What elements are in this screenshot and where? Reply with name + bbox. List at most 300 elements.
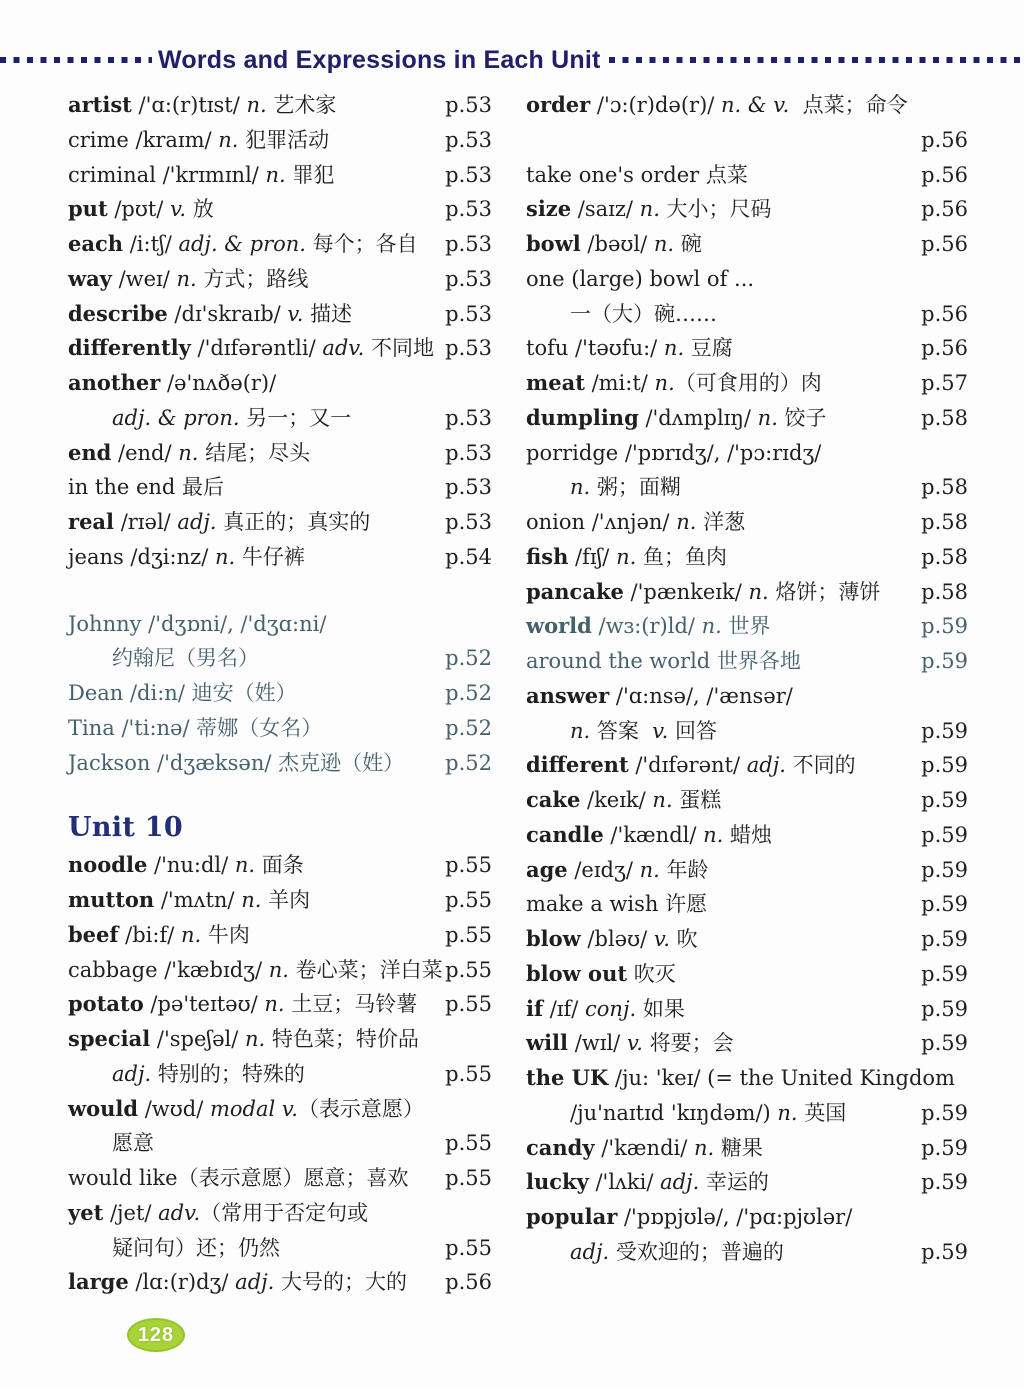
entry-text-segment: /'pænkeɪk/ xyxy=(623,579,749,604)
vocab-row xyxy=(526,88,968,123)
entry-text-segment: 答案 xyxy=(590,718,653,743)
headword: way xyxy=(68,265,112,291)
entry-text-segment: 愿意 xyxy=(112,1131,154,1156)
vocab-row xyxy=(526,192,968,227)
page-ref: p.58 xyxy=(921,510,968,534)
headword: different xyxy=(526,752,629,778)
entry-text-segment: /jet/ xyxy=(103,1200,159,1225)
vocab-row xyxy=(526,1096,968,1131)
entry-text xyxy=(526,436,821,471)
entry-text-segment: （常用于否定句或 xyxy=(200,1200,369,1225)
vocab-row xyxy=(526,853,968,888)
vocab-row xyxy=(68,987,492,1022)
entry-text xyxy=(68,711,322,746)
vocab-row xyxy=(526,331,968,366)
pos-label: n. xyxy=(241,888,262,912)
entry-text-segment: 如果 xyxy=(636,996,685,1021)
page-ref: p.59 xyxy=(921,1031,968,1056)
page-header xyxy=(0,44,1024,76)
entry-text xyxy=(526,818,772,853)
headword: real xyxy=(68,509,115,534)
entry-text-segment: around the world 世界各地 xyxy=(526,649,801,673)
entry-text-segment: /'ɑ:nsə/, /'ænsər/ xyxy=(609,683,793,708)
vocab-row xyxy=(68,746,492,781)
page-ref: p.59 xyxy=(921,822,968,847)
pos-label: n. xyxy=(654,371,675,395)
headword: describe xyxy=(68,300,168,326)
entry-text-segment: /'nu:dl/ xyxy=(147,853,235,878)
pos-label: v. xyxy=(653,927,670,951)
page-ref: p.56 xyxy=(921,127,968,152)
page-ref: p.53 xyxy=(445,93,492,117)
vocab-row xyxy=(526,262,968,297)
page-ref: p.59 xyxy=(921,1170,968,1195)
vocab-row xyxy=(526,436,968,471)
vocab-row xyxy=(526,1165,968,1200)
dotted-line-left-icon xyxy=(0,57,152,63)
entry-text xyxy=(68,227,418,262)
entry-text-segment: /bləʊ/ xyxy=(580,927,654,951)
dotted-line-right-icon xyxy=(609,57,1024,63)
page-ref: p.55 xyxy=(445,1166,492,1190)
entry-text-segment: 洋葱 xyxy=(696,510,746,534)
page-ref: p.59 xyxy=(921,1135,968,1160)
headword: candle xyxy=(526,821,604,847)
vocab-row xyxy=(526,748,968,783)
page-ref: p.56 xyxy=(921,197,968,222)
headword: fish xyxy=(526,543,569,569)
entry-text-segment: 每个；各自 xyxy=(306,232,418,256)
headword: world xyxy=(526,613,592,639)
entry-text-segment: 疑问句）还；仍然 xyxy=(112,1235,280,1260)
page-ref: p.59 xyxy=(921,1100,968,1125)
entry-text xyxy=(526,1235,784,1270)
entry-text xyxy=(68,88,336,123)
entry-text xyxy=(68,848,304,883)
vocab-row xyxy=(68,1231,492,1266)
entry-text xyxy=(68,676,297,711)
entry-text xyxy=(68,1265,407,1300)
pos-label: adv. xyxy=(158,1200,201,1225)
vocab-row xyxy=(526,1026,968,1061)
pos-label: adj. & pron. xyxy=(112,405,240,430)
entry-text xyxy=(526,297,717,332)
entry-text-segment: 世界 xyxy=(721,614,771,639)
headword: beef xyxy=(68,921,119,947)
entry-text-segment: 不同地 xyxy=(364,336,435,361)
page-ref: p.56 xyxy=(921,336,968,361)
vocab-row xyxy=(68,262,492,297)
entry-text-segment: Dean /di:n/ 迪安（姓） xyxy=(68,681,297,705)
vocab-row xyxy=(68,1161,492,1196)
headword: blow out xyxy=(526,960,628,986)
entry-text xyxy=(526,540,727,575)
headword: size xyxy=(526,196,572,222)
vocab-row xyxy=(526,470,968,505)
entry-text-segment: /dɪ'skraɪb/ xyxy=(167,301,288,326)
entry-text-segment: 牛仔裤 xyxy=(235,544,305,569)
headword: end xyxy=(68,439,112,465)
page-ref: p.59 xyxy=(921,1239,968,1264)
pos-label: n. xyxy=(246,93,267,117)
entry-text-segment: /ju: 'keɪ/ (= the United Kingdom xyxy=(608,1066,955,1090)
page-ref: p.55 xyxy=(445,1131,492,1156)
pos-label: adv. xyxy=(322,336,365,361)
vocab-row xyxy=(526,1200,968,1235)
headword: would xyxy=(68,1095,139,1121)
pos-label: adj. xyxy=(746,753,786,778)
page-ref: p.58 xyxy=(921,405,968,430)
entry-text-segment: 特别的；特殊的 xyxy=(151,1061,305,1086)
entry-text-segment: 烙饼；薄饼 xyxy=(768,579,881,604)
vocab-row xyxy=(68,676,492,711)
entry-text-segment: 鱼；鱼肉 xyxy=(636,544,727,569)
vocab-row xyxy=(526,1235,968,1270)
entry-text-segment: /'dʌmplɪŋ/ xyxy=(638,405,758,430)
pos-label: adj. xyxy=(112,1061,152,1086)
headword: blow xyxy=(526,926,581,951)
vocab-row xyxy=(68,366,492,401)
pos-label: n. xyxy=(693,1135,715,1160)
entry-text xyxy=(68,436,310,471)
vocab-row xyxy=(68,158,492,193)
page-ref: p.55 xyxy=(445,957,492,982)
page-ref: p.52 xyxy=(445,681,492,705)
entry-text-segment: 结尾；尽头 xyxy=(198,440,311,465)
entry-text xyxy=(68,262,308,297)
headword: another xyxy=(68,370,161,395)
entry-text-segment: /end/ xyxy=(111,440,179,465)
entry-text xyxy=(526,192,772,227)
pos-label: n. xyxy=(757,405,778,430)
headword: noodle xyxy=(68,852,148,878)
entry-text-segment: cabbage /'kæbɪdʒ/ xyxy=(68,957,269,982)
vocab-list xyxy=(68,88,968,1300)
entry-text-segment: 蜡烛 xyxy=(723,822,772,847)
headword: popular xyxy=(526,1204,618,1229)
entry-text-segment: 真正的；真实的 xyxy=(216,510,371,534)
headword: dumpling xyxy=(526,404,639,430)
entry-text-segment: /'ɑ:(r)tɪst/ xyxy=(131,93,247,117)
entry-text-segment: /mi:t/ xyxy=(584,371,655,395)
pos-label: conj. xyxy=(585,996,637,1021)
pos-label: adj. xyxy=(570,1239,610,1264)
headword: potato xyxy=(68,991,144,1017)
headword: large xyxy=(68,1269,129,1295)
page-ref: p.59 xyxy=(921,649,968,673)
entry-text-segment: /wɪl/ xyxy=(568,1031,627,1056)
entry-text-segment: in the end 最后 xyxy=(68,475,225,500)
vocab-row xyxy=(526,366,968,401)
vocab-row xyxy=(526,887,968,922)
page-ref: p.56 xyxy=(445,1270,492,1295)
entry-text xyxy=(526,679,793,714)
headword: order xyxy=(526,92,591,117)
page-ref: p.59 xyxy=(921,614,968,639)
pos-label: n. xyxy=(777,1100,798,1125)
headword: answer xyxy=(526,682,610,708)
entry-text-segment: 大号的；大的 xyxy=(274,1270,408,1295)
pos-label: n. xyxy=(703,822,724,847)
pos-label: adj. xyxy=(177,510,217,534)
entry-text xyxy=(526,922,698,957)
vocab-row xyxy=(68,848,492,883)
page-ref: p.55 xyxy=(445,853,492,878)
entry-text-segment: 艺术家 xyxy=(266,93,337,117)
entry-text xyxy=(68,1161,409,1196)
vocab-row xyxy=(68,540,492,575)
page-ref: p.55 xyxy=(445,1061,492,1086)
pos-label: n. xyxy=(265,162,286,187)
page-ref: p.58 xyxy=(921,579,968,604)
vocab-row xyxy=(526,992,968,1027)
entry-text xyxy=(68,987,417,1022)
entry-text-segment: 糖果 xyxy=(714,1135,763,1160)
entry-text xyxy=(68,1057,305,1092)
page-ref: p.52 xyxy=(445,646,492,671)
entry-text-segment: 描述 xyxy=(303,301,353,326)
entry-text-segment: tofu /'təʊfu:/ xyxy=(526,336,664,361)
entry-text-segment: /ju'naɪtɪd 'kɪŋdəm/) xyxy=(570,1100,778,1125)
vocab-row xyxy=(68,1196,492,1231)
entry-text-segment: 幸运的 xyxy=(699,1170,769,1195)
pos-label: n. xyxy=(616,544,637,569)
entry-text xyxy=(526,331,733,366)
pos-label: n. xyxy=(639,857,660,882)
entry-text xyxy=(68,331,434,366)
vocab-row xyxy=(68,883,492,918)
page-ref: p.57 xyxy=(921,371,968,395)
page-ref: p.56 xyxy=(921,232,968,256)
headword: the UK xyxy=(526,1065,609,1090)
pos-label: adj. & pron. xyxy=(178,232,306,256)
entry-text-segment: /'lʌki/ xyxy=(588,1170,661,1195)
page-ref: p.59 xyxy=(921,892,968,917)
entry-text xyxy=(68,1126,154,1161)
entry-text xyxy=(68,192,214,227)
entry-text-segment: /'kændl/ xyxy=(603,822,704,847)
vocab-row xyxy=(68,227,492,262)
vocab-row xyxy=(526,540,968,575)
pos-label: v. xyxy=(287,301,304,326)
vocab-row xyxy=(68,123,492,158)
entry-text-segment: /weɪ/ xyxy=(111,266,177,291)
page-ref: p.58 xyxy=(921,544,968,569)
vocab-row xyxy=(526,1131,968,1166)
entry-text xyxy=(526,1061,955,1096)
page-title: Words and Expressions in Each Unit xyxy=(158,45,601,74)
entry-text-segment: Jackson /'dʒæksən/ 杰克逊（姓） xyxy=(68,750,405,775)
pos-label: adj. xyxy=(660,1170,700,1195)
entry-text xyxy=(526,783,721,818)
vocab-block xyxy=(68,808,492,1300)
pos-label: n. xyxy=(180,922,202,947)
vocab-row xyxy=(68,401,492,436)
vocab-row xyxy=(68,331,492,366)
entry-text-segment: 羊肉 xyxy=(261,888,311,912)
vocab-row xyxy=(526,123,968,158)
vocab-row xyxy=(68,297,492,332)
entry-text-segment: 牛肉 xyxy=(201,922,250,947)
entry-text xyxy=(68,1092,424,1127)
entry-text-segment: 粥；面糊 xyxy=(590,475,681,500)
entry-text-segment: 吹灭 xyxy=(627,961,676,986)
headword: pancake xyxy=(526,578,624,604)
vocab-row xyxy=(526,227,968,262)
page-ref: p.59 xyxy=(921,961,968,986)
entry-text xyxy=(526,158,748,193)
entry-text xyxy=(526,887,707,922)
page-ref: p.59 xyxy=(921,753,968,778)
page-ref: p.55 xyxy=(445,922,492,947)
entry-text-segment: 特色菜；特价品 xyxy=(265,1027,419,1051)
headword: cake xyxy=(526,787,581,812)
pos-label: v. xyxy=(170,197,187,222)
vocab-row xyxy=(526,679,968,714)
entry-text xyxy=(526,1131,763,1166)
entry-text-segment: 另一；又一 xyxy=(239,405,352,430)
vocab-row xyxy=(526,297,968,332)
vocab-row xyxy=(68,711,492,746)
vocab-row xyxy=(526,575,968,610)
entry-text xyxy=(526,401,827,436)
page-ref: p.53 xyxy=(445,475,492,500)
entry-text xyxy=(526,1200,852,1235)
entry-text-segment: 年龄 xyxy=(659,857,709,882)
entry-text xyxy=(68,366,276,401)
vocab-row xyxy=(526,401,968,436)
entry-text xyxy=(526,714,717,749)
headword: differently xyxy=(68,335,191,361)
vocab-row xyxy=(526,818,968,853)
page-ref: p.52 xyxy=(445,750,492,775)
entry-text-segment: would like（表示意愿）愿意；喜欢 xyxy=(68,1166,409,1190)
entry-text xyxy=(68,918,250,953)
pos-label: n. xyxy=(639,197,660,222)
entry-text-segment: porridge /'pɒrɪdʒ/, /'pɔ:rɪdʒ/ xyxy=(526,440,822,465)
headword: mutton xyxy=(68,887,155,912)
pos-label: adj. xyxy=(235,1270,275,1295)
entry-text xyxy=(68,641,259,676)
entry-text-segment: /pʊt/ xyxy=(107,197,171,222)
pos-label: n. xyxy=(264,992,285,1017)
entry-text xyxy=(526,957,676,992)
vocab-block xyxy=(68,607,492,781)
entry-text-segment: 受欢迎的；普遍的 xyxy=(609,1239,784,1264)
pos-label: n. xyxy=(701,614,722,639)
page-ref: p.58 xyxy=(921,475,968,500)
entry-text-segment: 方式；路线 xyxy=(196,266,309,291)
pos-label: n. xyxy=(653,232,675,256)
pos-label: n. xyxy=(570,718,591,743)
entry-text-segment: /'ɔ:(r)də(r)/ xyxy=(590,93,722,117)
entry-text xyxy=(526,470,681,505)
entry-text xyxy=(526,1165,769,1200)
vocab-row xyxy=(68,1022,492,1057)
vocab-row xyxy=(68,1126,492,1161)
entry-text xyxy=(526,609,771,644)
entry-text-segment: /'speʃəl/ xyxy=(150,1027,245,1051)
page-ref: p.53 xyxy=(445,440,492,465)
entry-text xyxy=(68,470,224,505)
entry-text-segment: /rɪəl/ xyxy=(114,510,178,534)
headword: meat xyxy=(526,370,585,395)
entry-text-segment: 回答 xyxy=(668,718,717,743)
vocab-row xyxy=(68,1092,492,1127)
headword: artist xyxy=(68,92,132,117)
entry-text xyxy=(68,123,329,158)
entry-text-segment: 放 xyxy=(186,197,214,222)
vocab-row xyxy=(68,953,492,988)
entry-text xyxy=(526,748,856,783)
column-right xyxy=(526,88,968,1300)
vocab-row xyxy=(68,1057,492,1092)
entry-text-segment: 一（大）碗…… xyxy=(570,301,717,326)
headword: age xyxy=(526,856,568,882)
entry-text xyxy=(526,575,880,610)
page-ref: p.53 xyxy=(445,162,492,187)
entry-text-segment: /i:tʃ/ xyxy=(123,232,179,256)
entry-text-segment: /pə'teɪtəʊ/ xyxy=(143,992,265,1017)
page-ref: p.59 xyxy=(921,718,968,743)
entry-text-segment: make a wish 许愿 xyxy=(526,892,708,917)
entry-text xyxy=(526,853,709,888)
entry-text-segment: /fɪʃ/ xyxy=(568,544,617,569)
page-ref: p.53 xyxy=(445,405,492,430)
entry-text-segment: /eɪdʒ/ xyxy=(567,857,640,882)
pos-label: n. xyxy=(218,127,239,152)
unit-heading: Unit 10 xyxy=(68,812,183,844)
entry-text-segment: onion /'ʌnjən/ xyxy=(526,510,677,534)
vocab-row xyxy=(526,783,968,818)
entry-text-segment: 犯罪活动 xyxy=(238,127,330,152)
entry-text-segment: 英国 xyxy=(797,1100,847,1125)
pos-label: n. xyxy=(663,336,685,361)
entry-text-segment: 饺子 xyxy=(777,405,827,430)
pos-label: n. xyxy=(676,510,697,534)
entry-text xyxy=(68,607,326,642)
entry-text xyxy=(526,262,754,297)
pos-label: n. xyxy=(268,957,289,982)
page-ref: p.55 xyxy=(445,888,492,912)
entry-text-segment: /'pɒpjʊlə/, /'pɑ:pjʊlər/ xyxy=(617,1205,853,1229)
entry-text-segment: /lɑ:(r)dʒ/ xyxy=(128,1270,236,1295)
entry-text xyxy=(68,505,370,540)
entry-text-segment: one (large) bowl of ... xyxy=(526,266,755,291)
vocab-row xyxy=(68,436,492,471)
page-ref: p.55 xyxy=(445,992,492,1017)
entry-text-segment: /keɪk/ xyxy=(580,788,653,812)
page-ref: p.53 xyxy=(445,127,492,152)
pos-label: n. xyxy=(176,266,197,291)
vocab-row xyxy=(526,957,968,992)
entry-text xyxy=(68,158,334,193)
pos-label: n. xyxy=(234,853,256,878)
page-ref: p.55 xyxy=(445,1235,492,1260)
entry-text-segment: 约翰尼（男名） xyxy=(112,646,259,671)
vocab-row xyxy=(526,609,968,644)
pos-label: v. xyxy=(652,718,669,743)
headword: special xyxy=(68,1026,151,1051)
entry-text-segment: 将要；会 xyxy=(643,1031,734,1056)
page-ref: p.53 xyxy=(445,510,492,534)
vocab-row xyxy=(68,607,492,642)
headword: put xyxy=(68,196,108,222)
page-ref: p.52 xyxy=(445,715,492,740)
entry-text xyxy=(526,227,702,262)
pos-label: modal v. xyxy=(209,1096,298,1121)
entry-text xyxy=(68,401,351,436)
